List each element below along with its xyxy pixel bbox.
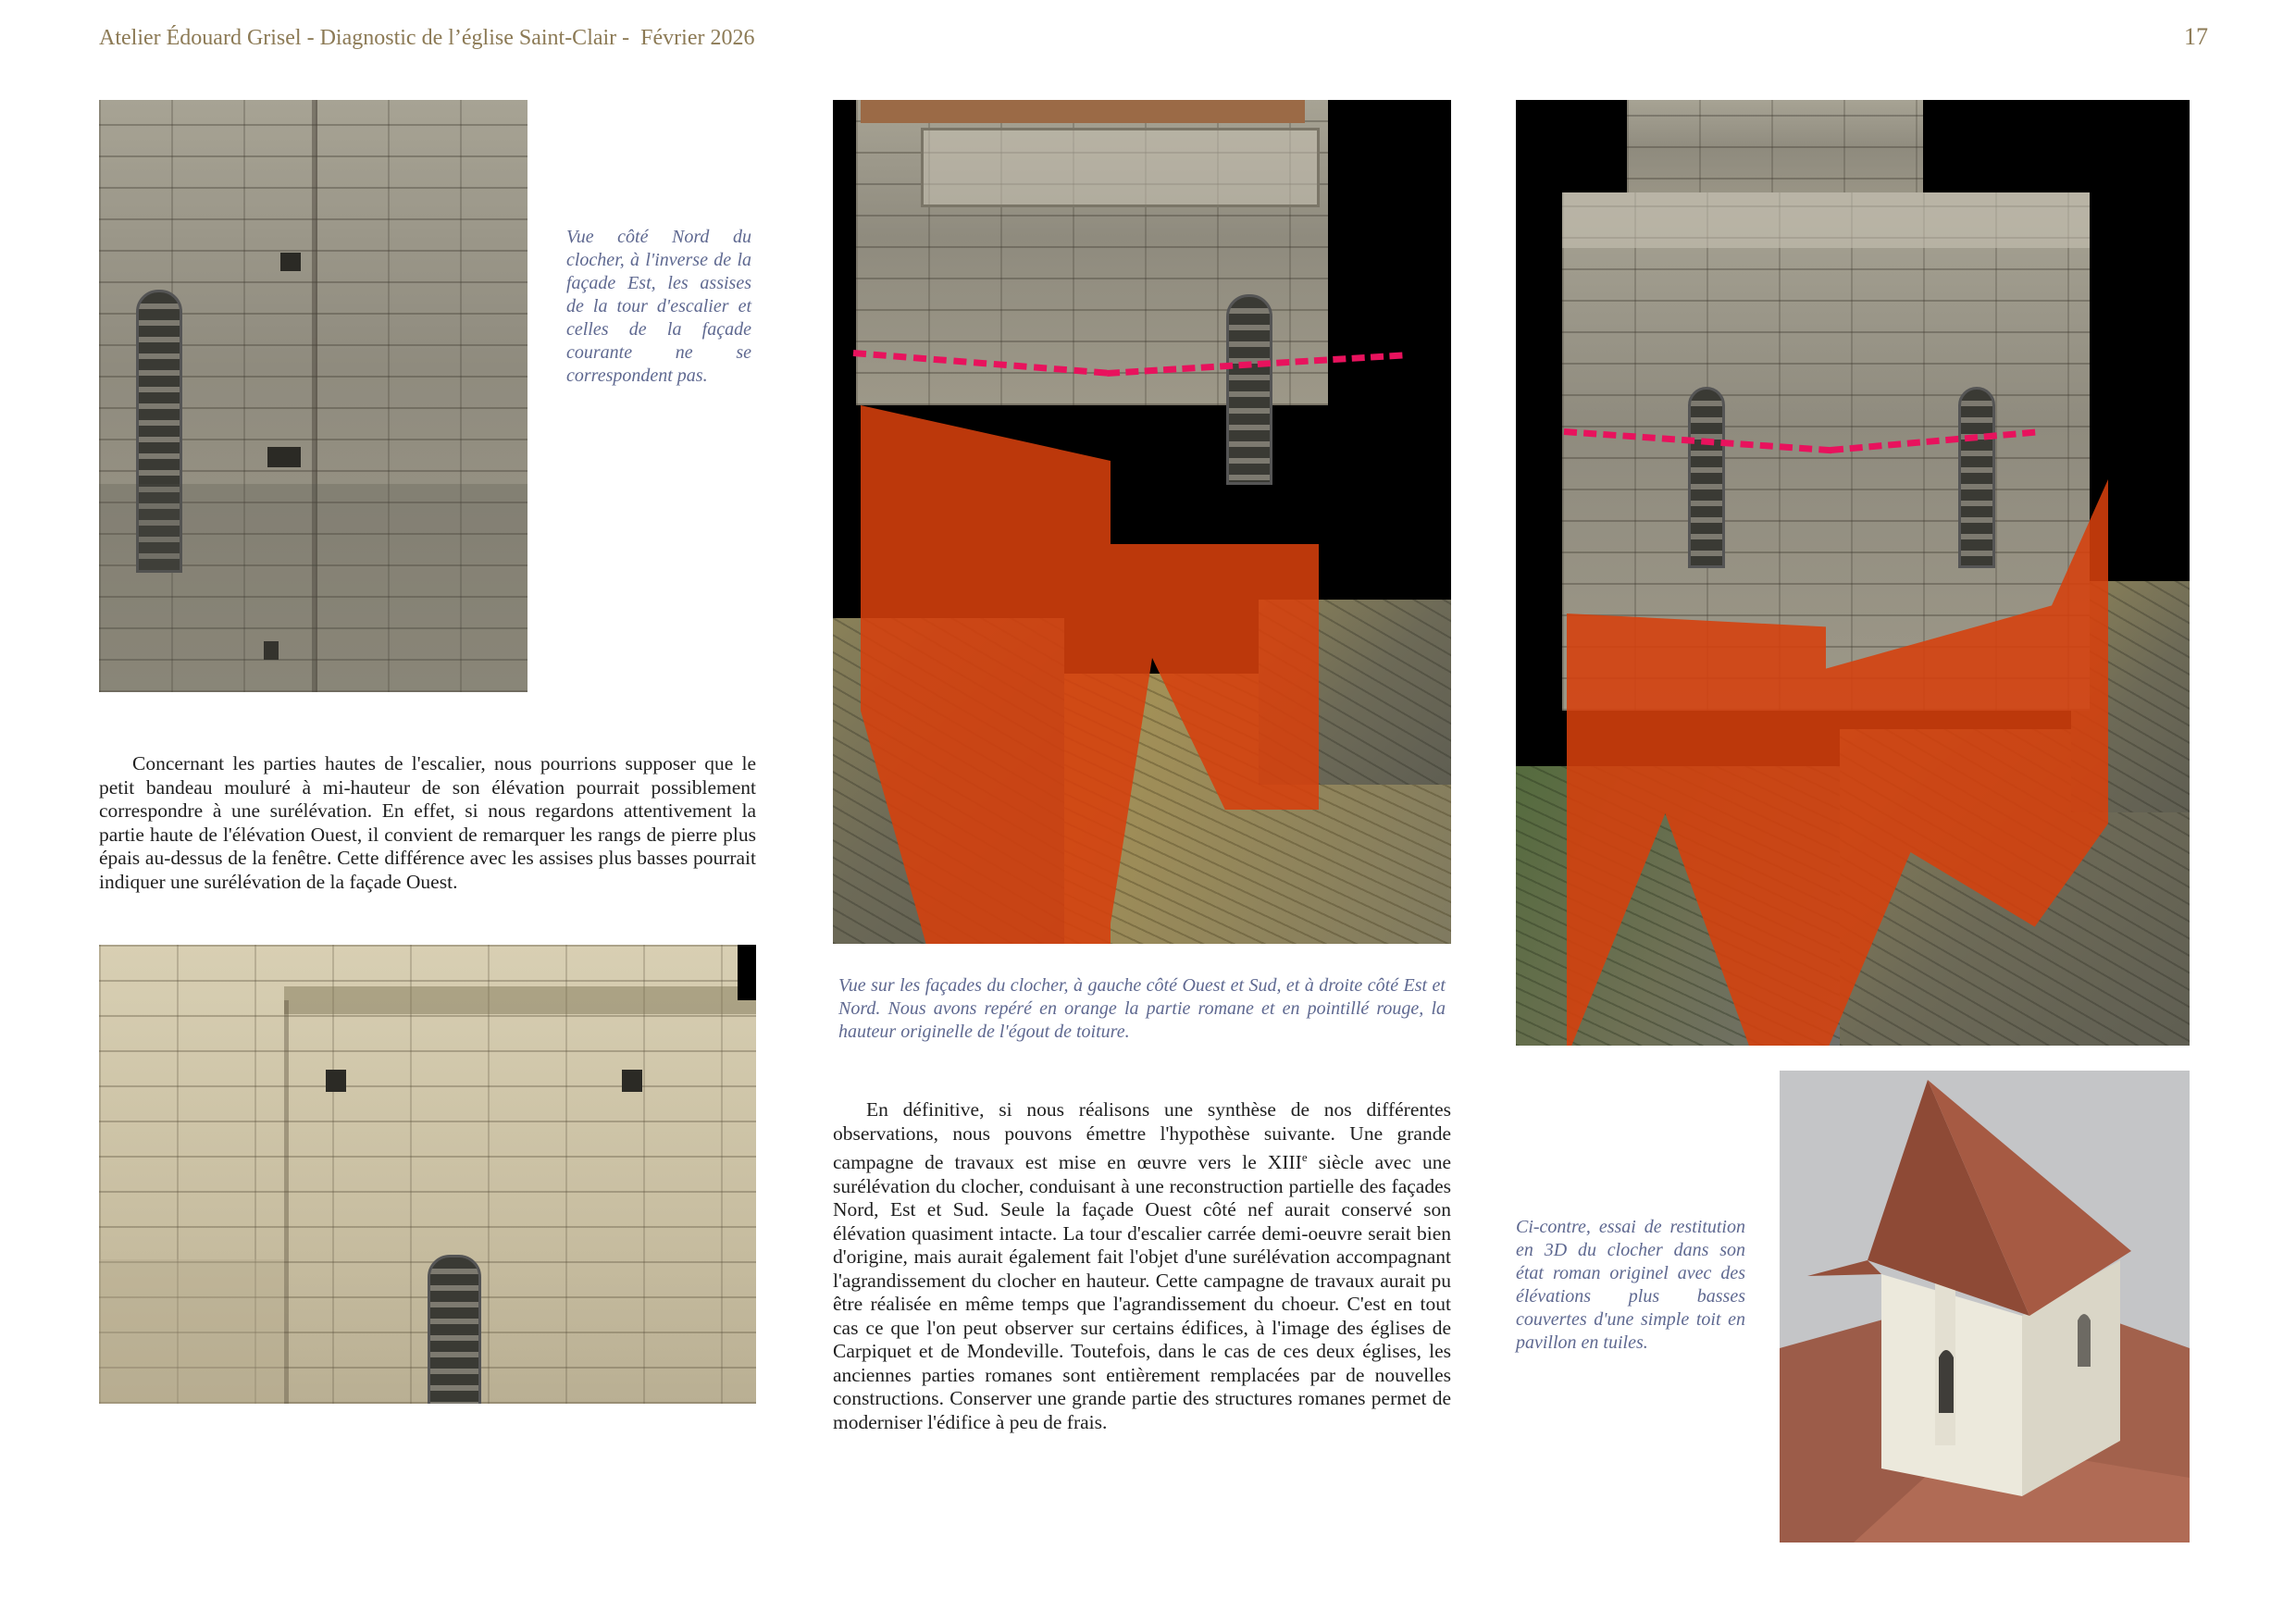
- model-3d-restitution: [1780, 1071, 2190, 1542]
- paragraph-staircase: Concernant les parties hautes de l'escalier, nous pourrions supposer que le petit bandeau mouluré à mi-hauteur de son élévation pourrait possiblement correspondre à une surélévation. En effet, si nous regardons attentivement la partie haute de l'élévation Ouest, il convient de remarquer les rangs de pierre plus épais au-dessus de la fenêtre. Cette différence avec les assises plus basses pourrait indiquer une surélévation de la façade Ouest.: [99, 752, 756, 893]
- caption-restitution-3d: Ci-contre, essai de restitution en 3D du clocher dans son état roman originel avec des élévations plus basses couvertes d'une simple toit en pavillon en tuiles.: [1516, 1217, 1745, 1353]
- photo-north-staircase: [99, 100, 527, 692]
- louvered-window: [1958, 387, 1995, 568]
- paragraph-synthesis: [833, 1098, 1451, 1434]
- caption-north-view: Vue côté Nord du clocher, à l'inverse de la façade Est, les assises de la tour d'escalier et celles de la façade courante ne se correspondent pas.: [566, 227, 751, 386]
- running-header: Atelier Édouard Grisel - Diagnostic de l’église Saint-Clair - Février 2026: [99, 26, 755, 50]
- photo-bell-tower-west-south: [833, 100, 1451, 944]
- page-number: 17: [2184, 23, 2208, 50]
- bell-tower-model-drawing: [1780, 1071, 2190, 1542]
- caption-bell-tower-views: Vue sur les façades du clocher, à gauche côté Ouest et Sud, et à droite côté Est et Nord. Nous avons repéré en orange la partie romane et en pointillé rouge, la hauteur originelle de l'égout de toiture.: [838, 975, 1446, 1042]
- photo-west-elevation: [99, 945, 756, 1404]
- louvered-window: [1688, 387, 1725, 568]
- louvered-window: [428, 1255, 481, 1404]
- synthesis-text-1: En définitive, si nous réalisons une synthèse de nos différentes observations, nous pouvons émettre l'hypothèse suivante. Une grande campagne de travaux est mise en œuvre vers le XIII: [833, 1098, 1451, 1174]
- synthesis-superscript: e: [1301, 1150, 1308, 1164]
- photo-bell-tower-east-north: [1516, 100, 2190, 1046]
- louvered-window: [1226, 294, 1272, 485]
- synthesis-text-2: siècle avec une surélévation du clocher, conduisant à une reconstruction partielle des façades Nord, Est et Sud. Seule la façade Ouest côté nef aurait conservé son élévation quasiment intacte. La tour d'escalier carrée demi-oeuvre serait bien d'origine, mais aurait également fait l'objet d'une surélévation accompagnant l'agrandissement du clocher en hauteur. Cette campagne de travaux aurait pu être réalisée en même temps que l'agrandissement du choeur. C'est en tout cas ce que l'on peut observer sur certains édifices, à l'image des églises de Carpiquet et de Mondeville. Toutefois, dans le cas de ces deux églises, les anciennes parties romanes sont entièrement remplacées par de nouvelles constructions. Conserver une grande partie des structures romanes permet de moderniser l'édifice à peu de frais.: [833, 1151, 1451, 1433]
